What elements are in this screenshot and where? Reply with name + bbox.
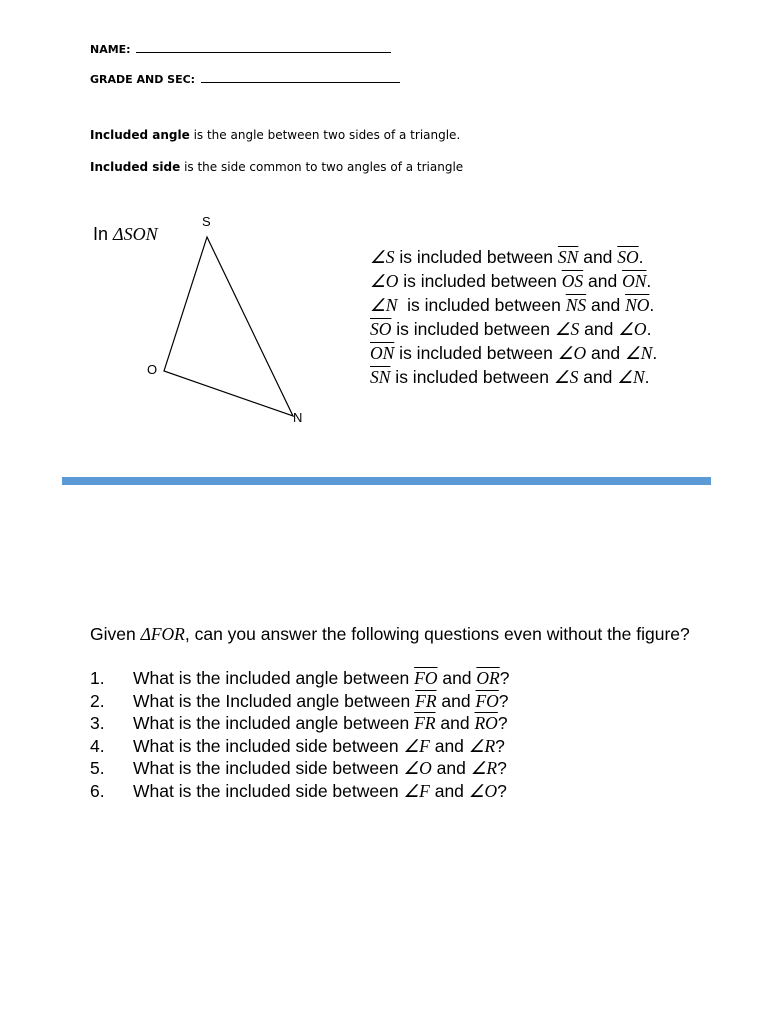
question-number: 6.	[90, 780, 105, 801]
definition-included-side	[90, 160, 463, 174]
vertex-label-o: O	[147, 362, 158, 377]
vertex-label-s: S	[202, 214, 211, 229]
triangle-son	[164, 237, 293, 416]
definition-text: is the side common to two angles of a triangle	[180, 160, 464, 174]
definition-term: Included angle	[90, 128, 190, 142]
question-item: 5. What is the included side between ∠O and ∠R?	[90, 758, 507, 778]
statement-row: ∠N is included between $\overline{NS}$ and $\overline{NO}$.	[370, 295, 655, 315]
question-item: 6. What is the included side between ∠F and ∠O?	[90, 780, 507, 801]
statement-row: $\overline{SN}$ is included between ∠S and ∠N.	[370, 367, 650, 387]
questions-intro: Given ΔFOR, can you answer the following questions even without the figure?	[90, 624, 690, 644]
inclusion-statements	[370, 245, 657, 389]
triangle-son-figure	[150, 225, 320, 430]
question-item: 4. What is the included side between ∠F and ∠R?	[90, 735, 505, 756]
question-item: 2. What is the Included angle between $\overline{FR}$ and $\overline{FO}$?	[90, 690, 509, 711]
question-number: 5.	[90, 758, 105, 778]
question-number: 2.	[90, 690, 105, 711]
question-item: 3. What is the included angle between $\overline{FR}$ and $\overline{RO}$?	[90, 713, 508, 733]
definition-term: Included side	[90, 160, 181, 174]
section-divider	[62, 477, 711, 485]
name-label: NAME:	[90, 43, 131, 56]
grade-section-field	[90, 72, 400, 86]
vertex-label-n: N	[293, 410, 303, 425]
question-number: 4.	[90, 735, 105, 756]
definition-included-angle	[90, 128, 460, 142]
triangle-name: ΔFOR	[140, 624, 185, 644]
question-list	[90, 667, 509, 802]
statement-row: ∠S is included between $\overline{SN}$ and $\overline{SO}$.	[370, 247, 644, 267]
definition-text: is the angle between two sides of a triangle.	[189, 128, 461, 142]
statement-row: $\overline{ON}$ is included between ∠O and ∠N.	[370, 343, 658, 363]
name-blank[interactable]	[136, 42, 391, 53]
grade-section-blank[interactable]	[201, 72, 400, 83]
name-field	[90, 42, 391, 56]
grade-section-label: GRADE AND SEC:	[90, 73, 196, 86]
example-title: In ΔSON	[93, 224, 158, 244]
statement-row: ∠O is included between $\overline{OS}$ and $\overline{ON}$.	[370, 271, 652, 291]
question-number: 1.	[90, 668, 105, 688]
question-number: 3.	[90, 713, 105, 733]
statement-row: $\overline{SO}$ is included between ∠S and ∠O.	[370, 319, 652, 339]
question-item: 1. What is the included angle between $\overline{FO}$ and $\overline{OR}$?	[90, 668, 510, 688]
triangle-name: ΔSON	[113, 224, 158, 244]
